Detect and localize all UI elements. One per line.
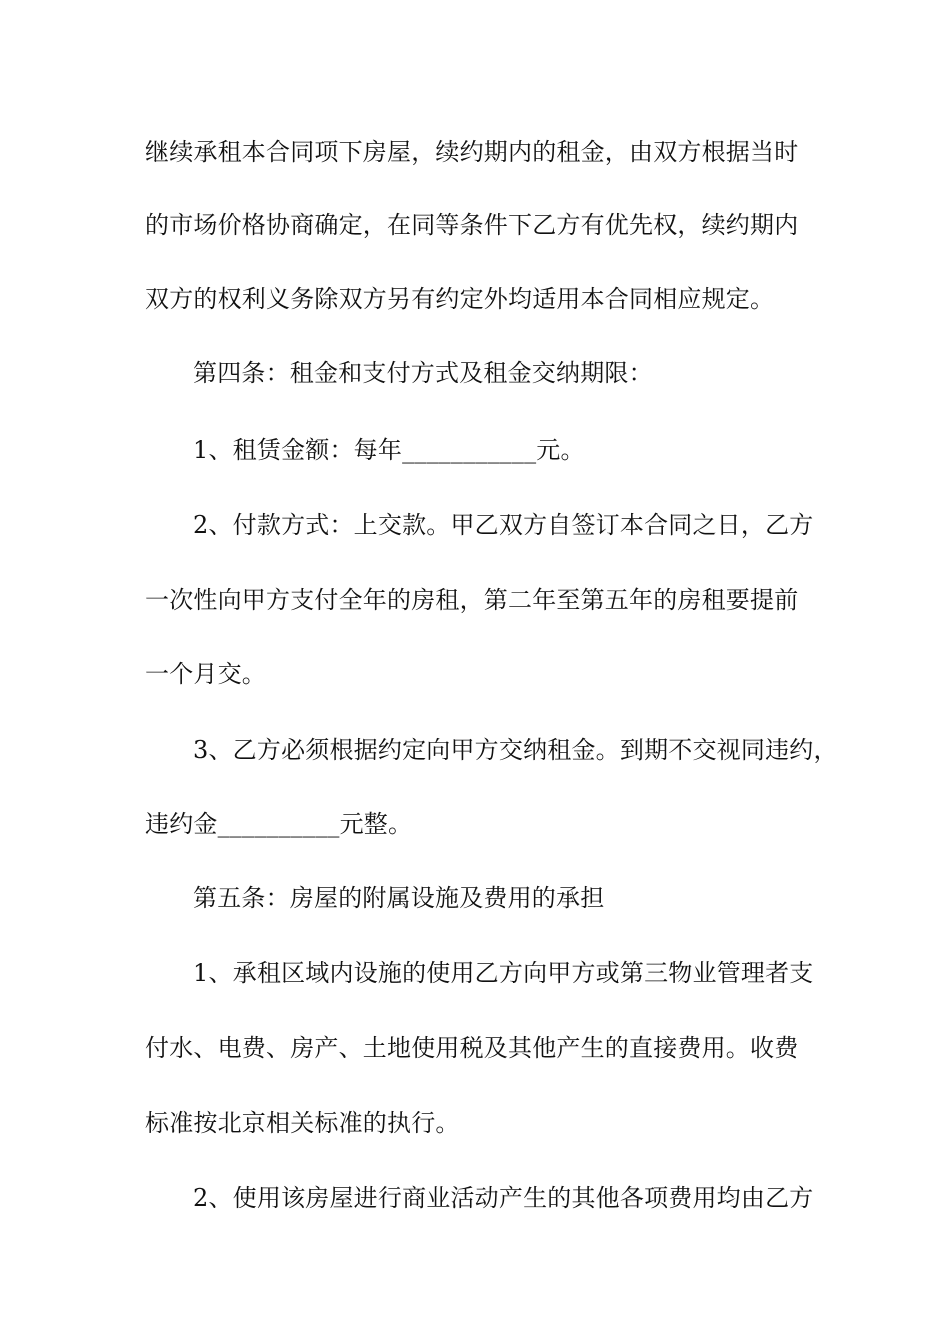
text-line: 2、使用该房屋进行商业活动产生的其他各项费用均由乙方 — [193, 1184, 814, 1212]
text-line: 的市场价格协商确定，在同等条件下乙方有优先权，续约期内 — [145, 211, 799, 239]
text-line: 1、承租区域内设施的使用乙方向甲方或第三物业管理者支 — [193, 959, 814, 987]
text-line: 标准按北京相关标准的执行。 — [145, 1109, 460, 1137]
section-heading: 第四条：租金和支付方式及租金交纳期限： — [193, 359, 653, 387]
text-line: 3、乙方必须根据约定向甲方交纳租金。到期不交视同违约， — [193, 736, 838, 764]
text-line: 继续承租本合同项下房屋，续约期内的租金，由双方根据当时 — [145, 138, 799, 166]
text-line: 一个月交。 — [145, 660, 266, 688]
text-line: 双方的权利义务除双方另有约定外均适用本合同相应规定。 — [145, 285, 775, 313]
text-line: 付水、电费、房产、土地使用税及其他产生的直接费用。收费 — [145, 1034, 799, 1062]
text-line: 2、付款方式：上交款。甲乙双方自签订本合同之日，乙方 — [193, 511, 814, 539]
section-heading: 第五条：房屋的附属设施及费用的承担 — [193, 884, 605, 912]
text-line: 1、租赁金额：每年___________元。 — [193, 436, 585, 464]
text-line: 一次性向甲方支付全年的房租，第二年至第五年的房租要提前 — [145, 586, 799, 614]
text-line: 违约金__________元整。 — [145, 810, 413, 838]
